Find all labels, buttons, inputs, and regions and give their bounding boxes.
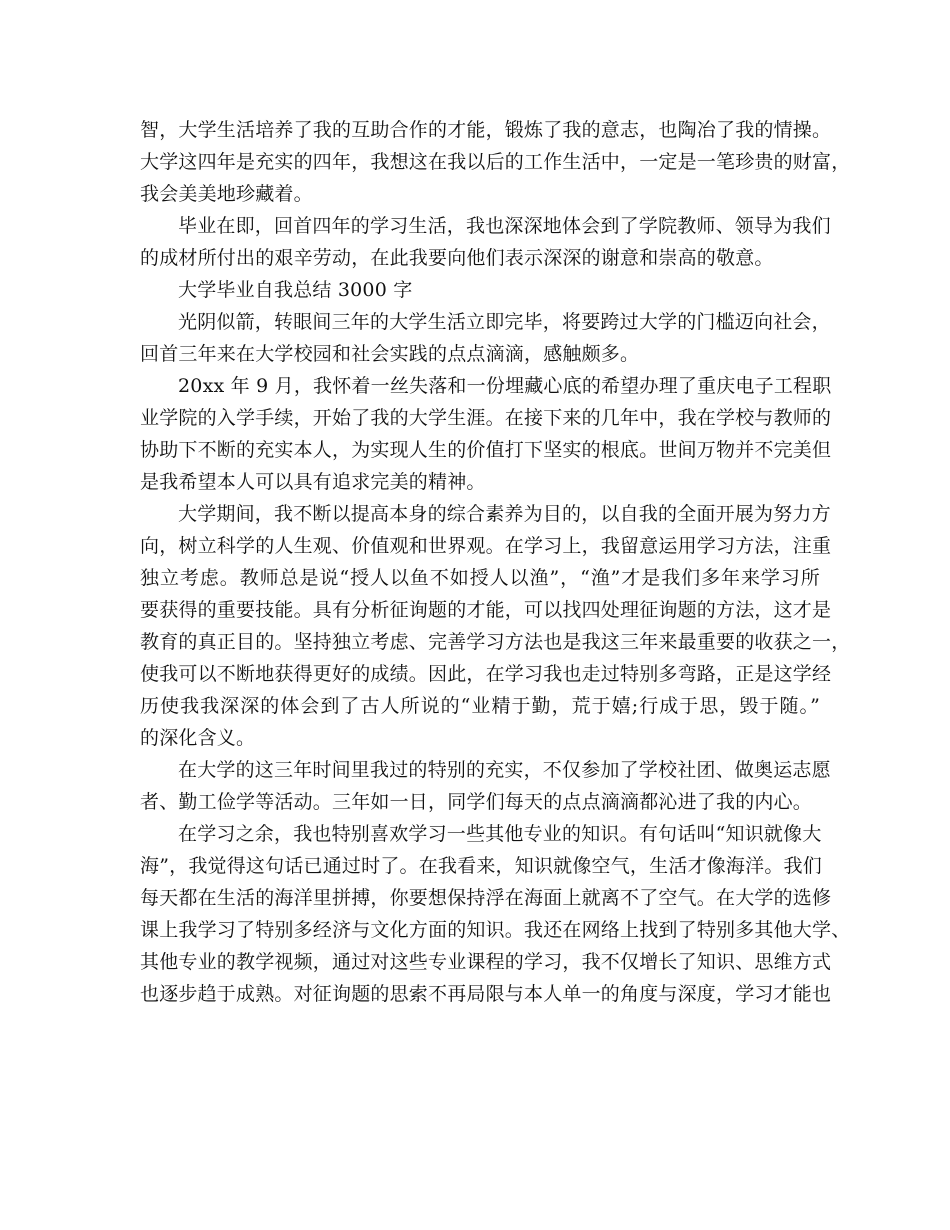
text-line: 毕业在即，回首四年的学习生活，我也深深地体会到了学院教师、领导为我们 xyxy=(178,215,831,237)
text-line: 历使我我深深的体会到了古人所说的“业精于勤，荒于嬉;行成于思，毁于随。” xyxy=(140,695,820,717)
text-line: 的成材所付出的艰辛劳动，在此我要向他们表示深深的谢意和崇高的敬意。 xyxy=(140,247,774,269)
text-line: 独立考虑。教师总是说“授人以鱼不如授人以渔”，“渔”才是我们多年来学习所 xyxy=(140,567,820,589)
text-line: 协助下不断的充实本人，为实现人生的价值打下坚实的根底。世间万物并不完美但 xyxy=(140,439,832,461)
text-line: 业学院的入学手续，开始了我的大学生涯。在接下来的几年中，我在学校与教师的 xyxy=(140,407,832,429)
text-line: 光阴似箭，转眼间三年的大学生活立即完毕，将要跨过大学的门槛迈向社会， xyxy=(178,311,831,333)
text-line: 使我可以不断地获得更好的成绩。因此，在学习我也走过特别多弯路，正是这学经 xyxy=(140,663,832,685)
text-line: 的深化含义。 xyxy=(140,727,256,749)
text-line: 海”，我觉得这句话已通过时了。在我看来，知识就像空气，生活才像海洋。我们 xyxy=(140,855,822,877)
text-line: 课上我学习了特别多经济与文化方面的知识。我还在网络上找到了特别多其他大学、 xyxy=(140,919,851,941)
text-line: 智，大学生活培养了我的互助合作的才能，锻炼了我的意志，也陶冶了我的情操。 xyxy=(140,119,832,141)
text-line: 向，树立科学的人生观、价值观和世界观。在学习上，我留意运用学习方法，注重 xyxy=(140,535,832,557)
text-line: 大学这四年是充实的四年，我想这在我以后的工作生活中，一定是一笔珍贵的财富， xyxy=(140,151,851,173)
text-line: 回首三年来在大学校园和社会实践的点点滴滴，感触颇多。 xyxy=(140,343,640,365)
text-line: 是我希望本人可以具有追求完美的精神。 xyxy=(140,471,486,493)
text-line: 教育的真正目的。坚持独立考虑、完善学习方法也是我这三年来最重要的收获之一， xyxy=(140,631,851,653)
text-line: 大学期间，我不断以提高本身的综合素养为目的，以自我的全面开展为努力方 xyxy=(178,503,831,525)
text-line: 我会美美地珍藏着。 xyxy=(140,183,313,205)
text-line: 其他专业的教学视频，通过对这些专业课程的学习，我不仅增长了知识、思维方式 xyxy=(140,951,832,973)
text-line: 也逐步趋于成熟。对征询题的思索不再局限与本人单一的角度与深度，学习才能也 xyxy=(140,983,832,1005)
document-body xyxy=(140,114,851,1010)
text-line: 在学习之余，我也特别喜欢学习一些其他专业的知识。有句话叫“知识就像大 xyxy=(178,823,822,845)
text-line: 者、勤工俭学等活动。三年如一日，同学们每天的点点滴滴都沁进了我的内心。 xyxy=(140,791,813,813)
text-line: 大学毕业自我总结 3000 字 xyxy=(178,279,413,301)
text-line: 在大学的这三年时间里我过的特别的充实，不仅参加了学校社团、做奥运志愿 xyxy=(178,759,831,781)
text-line: 20xx 年 9 月，我怀着一丝失落和一份埋藏心底的希望办理了重庆电子工程职 xyxy=(178,375,832,397)
text-line: 每天都在生活的海洋里拼搏，你要想保持浮在海面上就离不了空气。在大学的选修 xyxy=(140,887,832,909)
text-line: 要获得的重要技能。具有分析征询题的才能，可以找四处理征询题的方法，这才是 xyxy=(140,599,832,621)
